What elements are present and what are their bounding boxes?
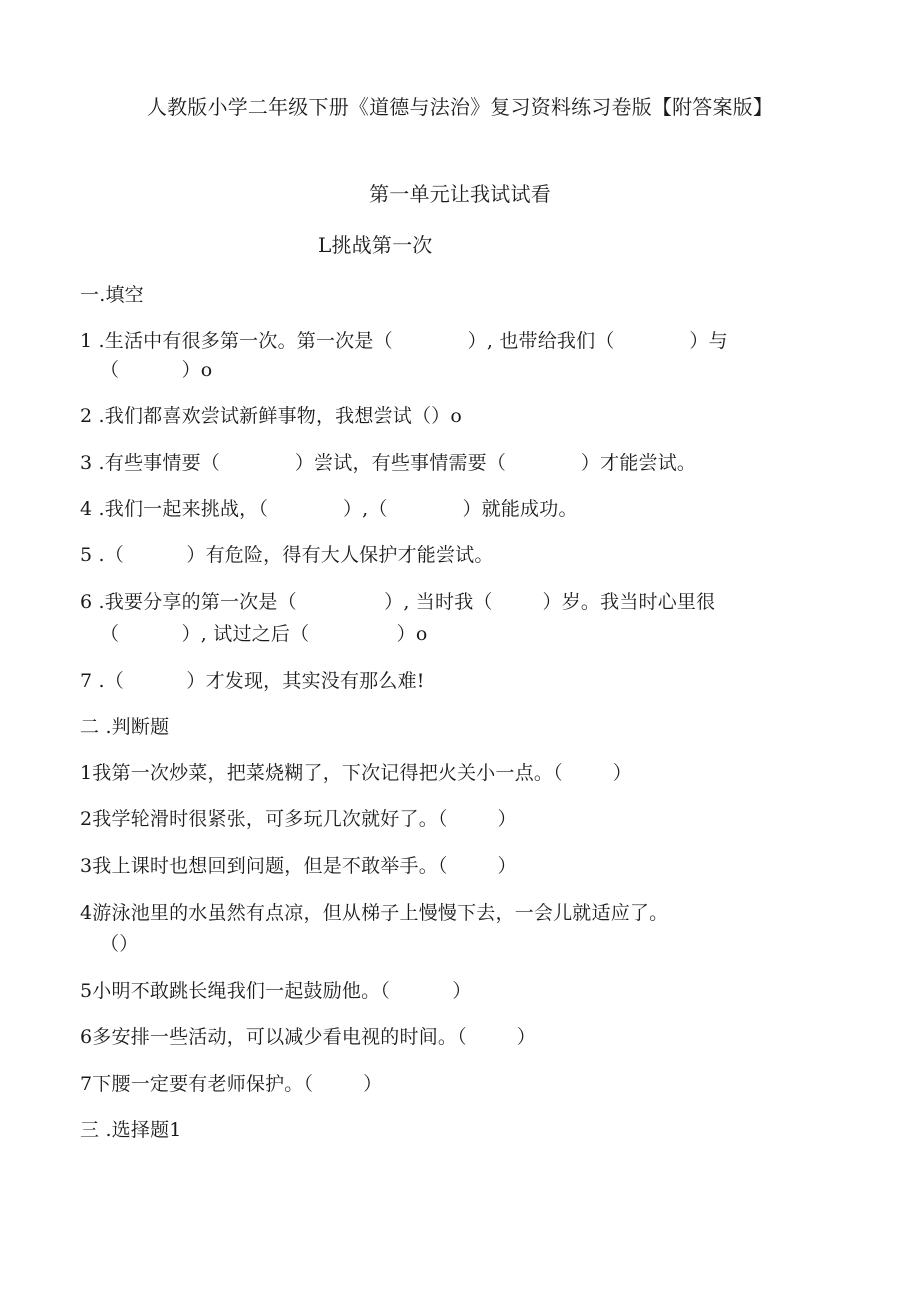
question-line: 3 .有些事情要（ ）尝试，有些事情需要（ ）才能尝试。 xyxy=(80,452,697,474)
question-line: 2我学轮滑时很紧张，可多玩几次就好了。（ ） xyxy=(80,808,517,830)
question-line: 1我第一次炒菜，把菜烧糊了，下次记得把火关小一点。（ ） xyxy=(80,762,632,784)
unit-heading: 第一单元让我试试看 xyxy=(369,182,551,206)
question-line: 4 .我们一起来挑战，（ ）,（ ）就能成功。 xyxy=(80,498,578,520)
section-heading-true-false: 二 .判断题 xyxy=(80,716,170,738)
question-line: 3我上课时也想回到问题，但是不敢举手。（ ） xyxy=(80,855,517,877)
question-line: 1 .生活中有很多第一次。第一次是（ ）, 也带给我们（ ）与 xyxy=(80,330,728,352)
question-line: 6多安排一些活动，可以减少看电视的时间。（ ） xyxy=(80,1026,536,1048)
question-line: 2 .我们都喜欢尝试新鲜事物，我想尝试（）o xyxy=(80,405,463,427)
question-line: （ ）, 试过之后（ ）o xyxy=(100,623,428,645)
question-line: 5小明不敢跳长绳我们一起鼓励他。（ ） xyxy=(80,980,472,1002)
question-line: （ ）o xyxy=(100,359,213,381)
lesson-heading: L挑战第一次 xyxy=(318,233,433,257)
question-line: 7 .（ ）才发现，其实没有那么难! xyxy=(80,670,425,692)
question-line: 5 .（ ）有危险，得有大人保护才能尝试。 xyxy=(80,544,494,566)
document-title: 人教版小学二年级下册《道德与法治》复习资料练习卷版【附答案版】 xyxy=(146,95,774,119)
question-line: （） xyxy=(100,933,139,955)
question-line: 6 .我要分享的第一次是（ ）, 当时我（ ）岁。我当时心里很 xyxy=(80,591,716,613)
question-line: 7下腰一定要有老师保护。（ ） xyxy=(80,1073,383,1095)
section-heading-fill-blank: 一.填空 xyxy=(80,284,144,306)
section-heading-multiple-choice: 三 .选择题1 xyxy=(80,1119,182,1141)
question-line: 4游泳池里的水虽然有点凉，但从梯子上慢慢下去，一会儿就适应了。 xyxy=(80,902,669,924)
